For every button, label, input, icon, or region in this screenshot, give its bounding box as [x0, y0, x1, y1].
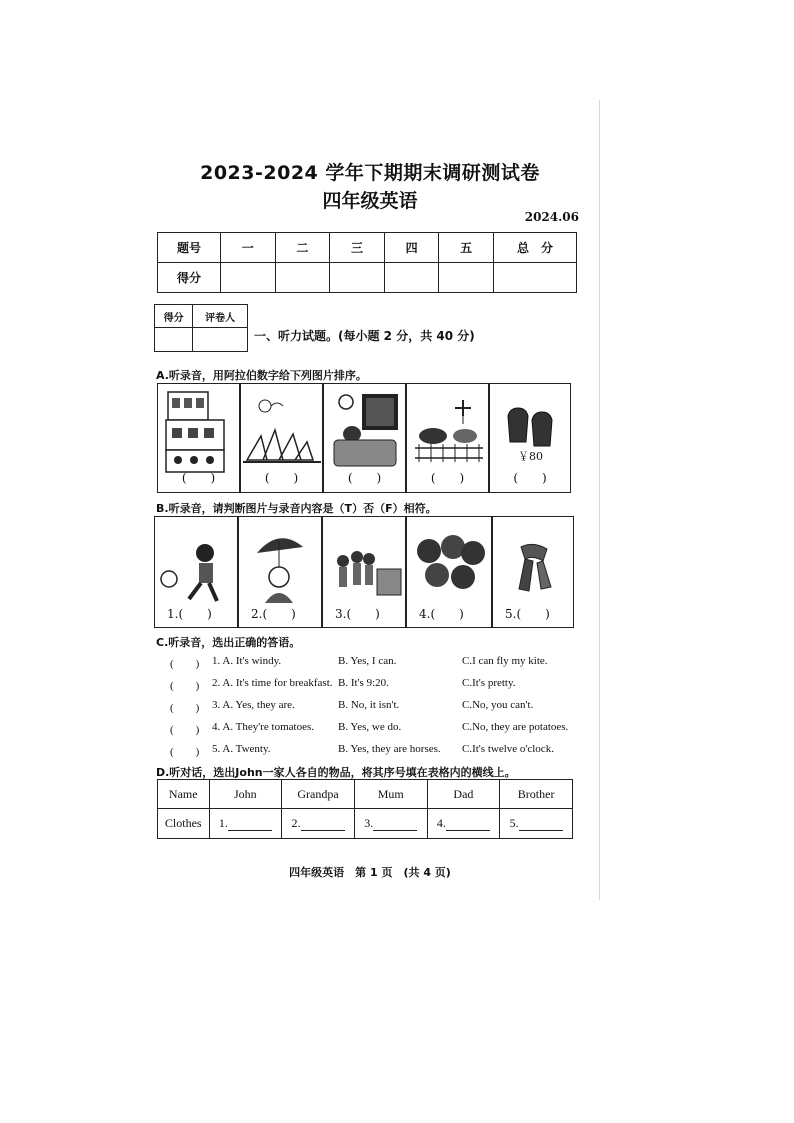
partB-answer-2[interactable]: 2.( ) — [251, 607, 296, 621]
partC-option-b: B. Yes, they are horses. — [338, 743, 441, 755]
grader-name-blank[interactable] — [193, 328, 248, 352]
score-header-cell: 总 分 — [494, 233, 577, 263]
partB-picture-4 — [406, 516, 492, 628]
partA-picture-3 — [323, 383, 406, 493]
partB-picture-row — [154, 516, 574, 628]
partD-blank-number: 4. — [436, 816, 446, 830]
grader-table — [154, 304, 248, 352]
partC-option-b: B. It's 9:20. — [338, 677, 389, 689]
partA-answer-2[interactable]: ( ) — [264, 471, 299, 485]
partC-option-b: B. Yes, I can. — [338, 655, 397, 667]
partC-option-b: B. Yes, we do. — [338, 721, 402, 733]
answer-line[interactable] — [519, 818, 563, 831]
score-blank-cell[interactable] — [384, 263, 439, 293]
partC-option-a: 1. A. It's windy. — [212, 655, 282, 667]
partC-option-b: B. No, it isn't. — [338, 699, 400, 711]
partC-answer-paren[interactable]: ( ) — [170, 658, 200, 670]
grader-score-label: 得分 — [155, 305, 193, 328]
score-header-cell: 题号 — [158, 233, 221, 263]
partA-answer-1[interactable]: ( ) — [181, 471, 216, 485]
partD-blank-number: 2. — [291, 816, 301, 830]
partD-blank-number: 3. — [364, 816, 374, 830]
answer-line[interactable] — [373, 818, 417, 831]
partC-option-c: C.No, you can't. — [462, 699, 534, 711]
partA-picture-1 — [157, 383, 240, 493]
partB-picture-2 — [238, 516, 322, 628]
score-header-cell: 一 — [221, 233, 276, 263]
score-blank-cell[interactable] — [494, 263, 577, 293]
exam-date: 2024.06 — [524, 210, 579, 224]
answer-line[interactable] — [301, 818, 345, 831]
partB-picture-3 — [322, 516, 406, 628]
answer-line[interactable] — [228, 818, 272, 831]
partB-answer-4[interactable]: 4.( ) — [419, 607, 464, 621]
partD-blank-cell[interactable] — [354, 809, 427, 839]
partC-answer-paren[interactable]: ( ) — [170, 724, 200, 736]
exam-title: 2023-2024 学年下期期末调研测试卷 — [200, 162, 540, 184]
partB-picture-1 — [154, 516, 238, 628]
score-row-label: 得分 — [158, 263, 221, 293]
partA-answer-5[interactable]: ( ) — [513, 471, 547, 485]
partC-option-c: C.It's pretty. — [462, 677, 516, 689]
partA-picture-4 — [406, 383, 489, 493]
score-blank-cell[interactable] — [221, 263, 276, 293]
partC-option-c: C.I can fly my kite. — [462, 655, 548, 667]
partD-header-cell: Brother — [500, 780, 573, 809]
score-header-cell: 三 — [330, 233, 385, 263]
partC-answer-paren[interactable]: ( ) — [170, 746, 200, 758]
partA-answer-4[interactable]: ( ) — [430, 471, 465, 485]
answer-line[interactable] — [446, 818, 490, 831]
partD-blank-cell[interactable] — [427, 809, 500, 839]
gloves-price: ￥80 — [518, 450, 543, 463]
partD-blank-number: 1. — [218, 816, 228, 830]
section1-title: 一、听力试题。(每小题 2 分，共 40 分) — [254, 329, 475, 343]
partA-answer-3[interactable]: ( ) — [347, 471, 382, 485]
partC-option-a: 3. A. Yes, they are. — [212, 699, 295, 711]
score-blank-cell[interactable] — [439, 263, 494, 293]
partB-picture-5 — [492, 516, 574, 628]
page-footer: 四年级英语 第 1 页 (共 4 页) — [289, 866, 451, 879]
partB-instruction: B.听录音，请判断图片与录音内容是（T）否（F）相符。 — [156, 502, 437, 515]
partC-option-c: C.No, they are potatoes. — [462, 721, 569, 733]
partD-blank-cell[interactable] — [282, 809, 355, 839]
partA-instruction: A.听录音，用阿拉伯数字给下列图片排序。 — [156, 369, 367, 382]
partD-table — [157, 779, 573, 839]
partD-blank-cell[interactable] — [209, 809, 282, 839]
partA-picture-5 — [489, 383, 571, 493]
partC-option-c: C.It's twelve o'clock. — [462, 743, 554, 755]
partD-header-cell: Dad — [427, 780, 500, 809]
partD-header-cell: Name — [158, 780, 210, 809]
partD-blank-number: 5. — [509, 816, 519, 830]
partB-answer-1[interactable]: 1.( ) — [167, 607, 212, 621]
partD-blank-cell[interactable] — [500, 809, 573, 839]
partC-instruction: C.听录音，选出正确的答语。 — [156, 636, 301, 649]
score-header-cell: 五 — [439, 233, 494, 263]
partC-option-a: 4. A. They're tomatoes. — [212, 721, 314, 733]
partC-answer-paren[interactable]: ( ) — [170, 680, 200, 692]
score-header-cell: 四 — [384, 233, 439, 263]
partA-picture-2 — [240, 383, 323, 493]
partC-answer-paren[interactable]: ( ) — [170, 702, 200, 714]
partD-header-cell: Grandpa — [282, 780, 355, 809]
grader-name-label: 评卷人 — [193, 305, 248, 328]
grader-score-blank[interactable] — [155, 328, 193, 352]
exam-subtitle: 四年级英语 — [322, 190, 418, 212]
partD-header-cell: Mum — [354, 780, 427, 809]
partD-instruction: D.听对话，选出John一家人各自的物品，将其序号填在表格内的横线上。 — [156, 766, 516, 779]
score-blank-cell[interactable] — [275, 263, 330, 293]
partB-answer-3[interactable]: 3.( ) — [335, 607, 380, 621]
page-edge-line — [599, 100, 600, 900]
score-blank-cell[interactable] — [330, 263, 385, 293]
score-table — [157, 232, 577, 293]
partC-option-a: 5. A. Twenty. — [212, 743, 271, 755]
partD-header-cell: John — [209, 780, 282, 809]
partC-option-a: 2. A. It's time for breakfast. — [212, 677, 333, 689]
partA-picture-row — [157, 383, 571, 493]
partD-row-label: Clothes — [158, 809, 210, 839]
partB-answer-5[interactable]: 5.( ) — [505, 607, 550, 621]
score-header-cell: 二 — [275, 233, 330, 263]
